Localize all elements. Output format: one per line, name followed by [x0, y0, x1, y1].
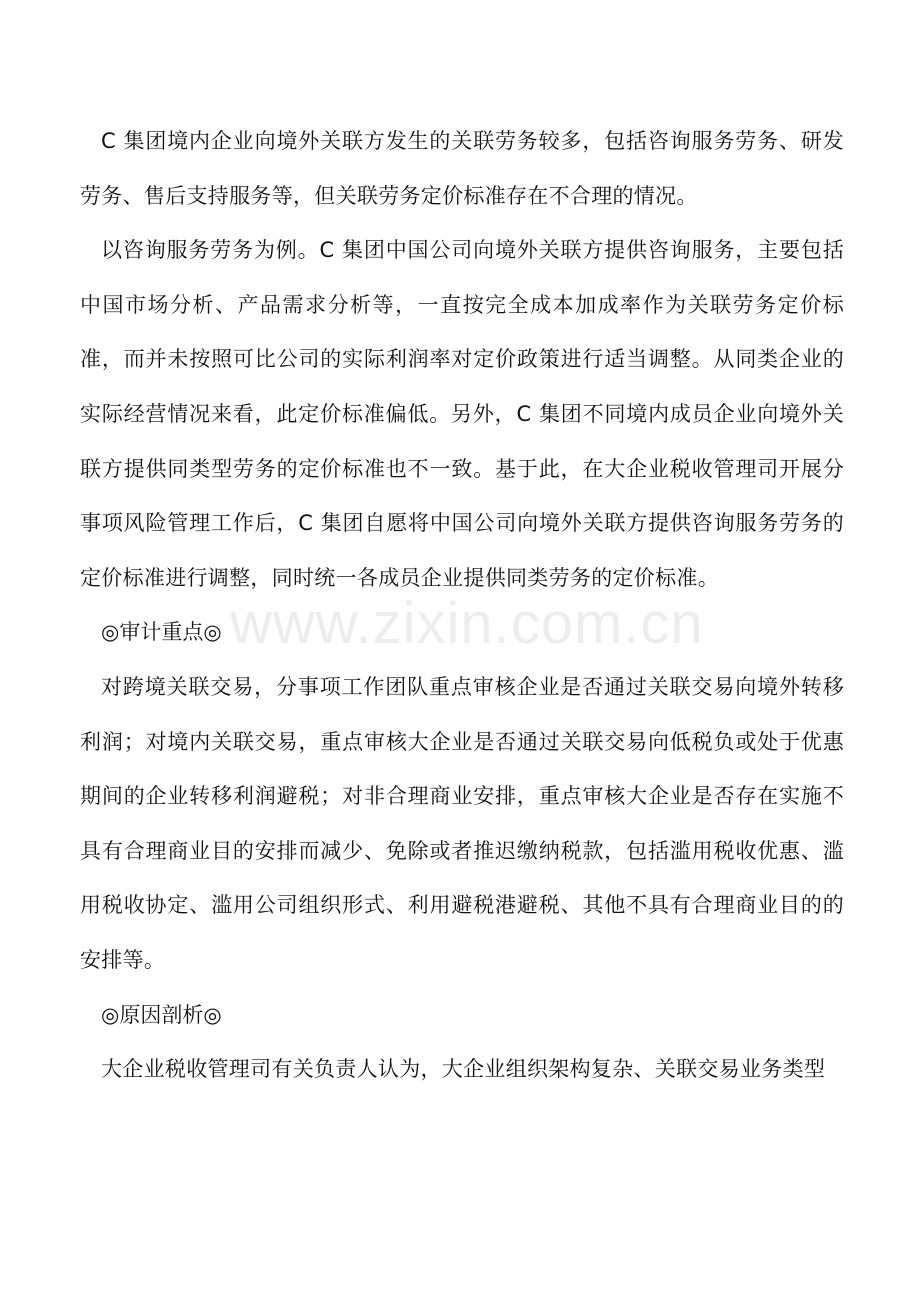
paragraph-consulting-example: 以咨询服务劳务为例。C 集团中国公司向境外关联方提供咨询服务，主要包括中国市场分析、产品需求分析等，一直按完全成本加成率作为关联劳务定价标准，而并未按照可比公司的实际利润率对定价政策进行适当调整。从同类企业的实际经营情况来看，此定价标准偏低。另外，C 集团不同境内成员企业向境外关联方提供同类型劳务的定价标准也不一致。基于此，在大企业税收管理司开展分事项风险管理工作后，C 集团自愿将中国公司向境外关联方提供咨询服务劳务的定价标准进行调整，同时统一各成员企业提供同类劳务的定价标准。 — [80, 238, 844, 590]
paragraph-cause-analysis: 大企业税收管理司有关负责人认为，大企业组织架构复杂、关联交易业务类型 — [101, 1057, 826, 1082]
heading-audit-focus: ◎审计重点◎ — [101, 620, 222, 645]
document-body — [80, 114, 844, 1097]
watermark-text: www.zixin.com.cn — [230, 591, 704, 656]
paragraph-related-services: C 集团境内企业向境外关联方发生的关联劳务较多，包括咨询服务劳务、研发劳务、售后支持服务等，但关联劳务定价标准存在不合理的情况。 — [80, 129, 844, 208]
paragraph-audit-focus: 对跨境关联交易，分事项工作团队重点审核企业是否通过关联交易向境外转移利润；对境内关联交易，重点审核大企业是否通过关联交易向低税负或处于优惠期间的企业转移利润避税；对非合理商业安排，重点审核大企业是否存在实施不具有合理商业目的安排而减少、免除或者推迟缴纳税款，包括滥用税收优惠、滥用税收协定、滥用公司组织形式、利用避税港避税、其他不具有合理商业目的的安排等。 — [80, 674, 844, 972]
heading-cause-analysis: ◎原因剖析◎ — [101, 1002, 222, 1027]
